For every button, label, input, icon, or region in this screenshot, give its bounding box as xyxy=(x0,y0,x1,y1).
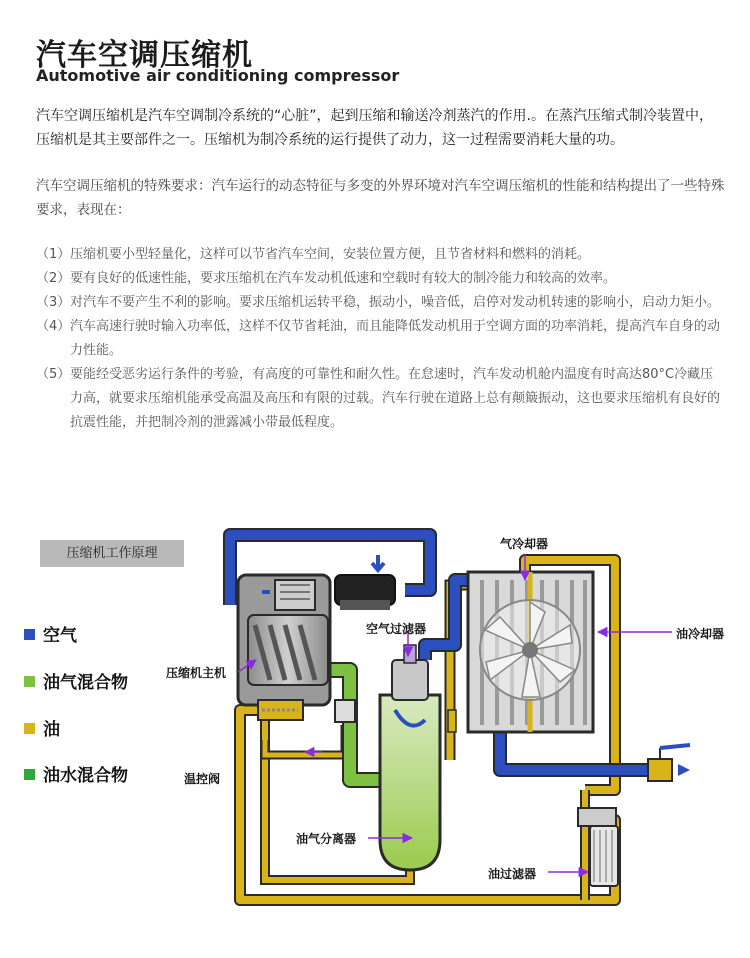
requirement-item xyxy=(36,243,726,267)
label-separator: 油气分离器 xyxy=(296,832,357,846)
page-subtitle: Automotive air conditioning compressor xyxy=(36,66,400,85)
legend-swatch xyxy=(24,723,35,734)
cooler-unit xyxy=(468,572,593,732)
oil-gas-pipe xyxy=(330,670,385,780)
oil-gas-separator xyxy=(380,645,440,870)
legend-item-oil-gas xyxy=(24,671,128,695)
requirements-intro: 汽车空调压缩机的特殊要求：汽车运行的动态特征与多变的外界环境对汽车空调压缩机的性能和结构提出了一些特殊要求，表现在： xyxy=(36,178,725,218)
requirement-item xyxy=(36,315,726,363)
label-oil-filter: 油过滤器 xyxy=(488,867,537,881)
requirement-text: 对汽车不要产生不利的影响。要求压缩机运转平稳，振动小，噪音低，启停对发动机转速的影响小，启动力矩小。 xyxy=(70,295,721,310)
requirement-text: 要有良好的低速性能，要求压缩机在汽车发动机低速和空载时有较大的制冷能力和较高的效率。 xyxy=(70,271,617,286)
requirement-number: （4） xyxy=(36,319,71,334)
compressor-diagram xyxy=(0,500,750,958)
legend-item-air xyxy=(24,624,77,648)
legend-swatch xyxy=(24,676,35,687)
requirement-number: （1） xyxy=(36,247,71,262)
requirement-text: 汽车高速行驶时输入功率低，这样不仅节省耗油，而且能降低发动机用于空调方面的功率消耗，提高汽车自身的动力性能。 xyxy=(70,319,721,358)
legend-label: 油水混合物 xyxy=(43,766,128,786)
requirement-item xyxy=(36,267,726,291)
label-air-cooler: 气冷却器 xyxy=(500,537,549,551)
intro-paragraph: 汽车空调压缩机是汽车空调制冷系统的“心脏”，起到压缩和输送冷剂蒸汽的作用.。在蒸汽压缩式制冷装置中，压缩机是其主要部件之一。压缩机为制冷系统的运行提供了动力，这一过程需要消耗大量的功。 xyxy=(36,108,713,148)
legend-label: 油 xyxy=(43,720,60,740)
legend-swatch xyxy=(24,769,35,780)
section-label: 压缩机工作原理 xyxy=(40,540,184,567)
requirement-text: 压缩机要小型轻量化，这样可以节省汽车空间，安装位置方便，且节省材料和燃料的消耗。 xyxy=(70,247,591,262)
legend-swatch xyxy=(24,629,35,640)
requirement-number: （3） xyxy=(36,295,71,310)
outlet-valve xyxy=(648,759,672,781)
intake-filter xyxy=(335,555,395,610)
legend-item-oil xyxy=(24,718,60,742)
label-main-unit: 压缩机主机 xyxy=(166,666,227,680)
requirement-number: （2） xyxy=(36,271,71,286)
compressor-main-unit xyxy=(238,575,330,705)
requirements-list xyxy=(36,243,726,435)
label-oil-cooler: 油冷却器 xyxy=(676,627,725,641)
legend-label: 油气混合物 xyxy=(43,673,128,693)
page-title: 汽车空调压缩机 xyxy=(36,38,253,73)
requirement-item xyxy=(36,363,726,435)
requirement-text: 要能经受恶劣运行条件的考验，有高度的可靠性和耐久性。在怠速时，汽车发动机舱内温度有时高达80°C冷藏压力高，就要求压缩机能承受高温及高压和有限的过载。汽车行驶在道路上总有颠簸振动，这也要求压缩机有良好的抗震性能，并把制冷剂的泄露减小带最低程度。 xyxy=(70,367,721,430)
requirement-number: （5） xyxy=(36,367,71,382)
label-air-filter: 空气过滤器 xyxy=(366,622,427,636)
legend-item-oil-water xyxy=(24,764,128,788)
thermostat-valve xyxy=(258,700,303,720)
legend-label: 空气 xyxy=(43,626,77,646)
requirement-item xyxy=(36,291,726,315)
label-thermo-valve: 温控阀 xyxy=(184,772,221,786)
